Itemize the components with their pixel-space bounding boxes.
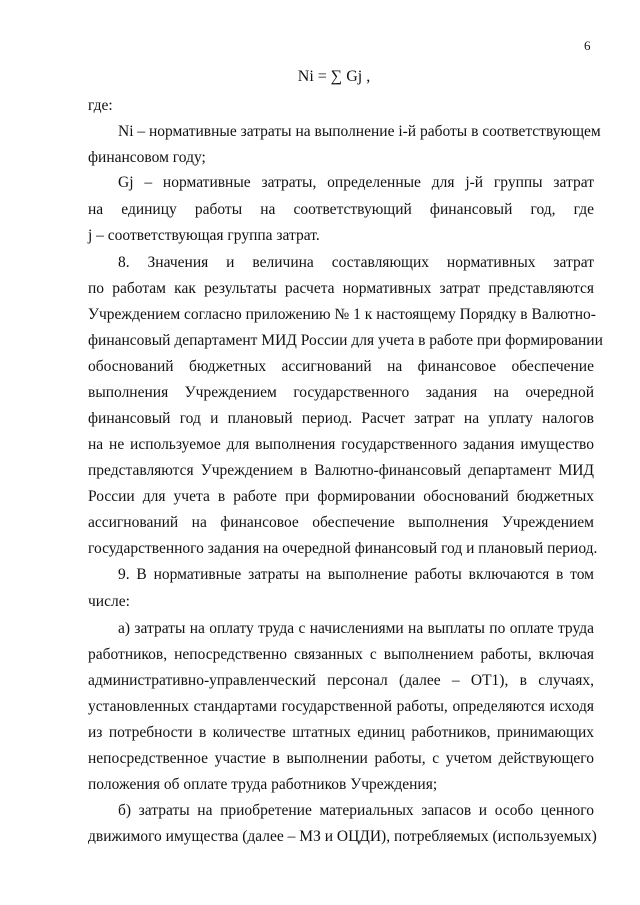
text-line: Ni – нормативные затраты на выполнение i-й работы в соответствующем [118, 123, 601, 140]
text-line: j – соответствующая группа затрат. [88, 227, 320, 244]
text-line: работников, непосредственно связанных с выполнением работы, включая [88, 646, 594, 663]
text-line: где: [88, 97, 113, 114]
text-line: государственного задания на очередной финансовый год и плановый период. [88, 540, 598, 557]
text-line: ассигнований на финансовое обеспечение выполнения Учреждением [88, 514, 594, 531]
text-line: Учреждением согласно приложению № 1 к настоящему Порядку в Валютно- [88, 306, 596, 323]
text-line: б) затраты на приобретение материальных запасов и особо ценного [118, 802, 594, 819]
text-line: а) затраты на оплату труда с начислениями на выплаты по оплате труда [118, 620, 594, 637]
text-line: на единицу работы на соответствующий финансовый год, где [88, 201, 594, 218]
text-line: из потребности в количестве штатных единиц работников, принимающих [88, 724, 594, 741]
text-line: финансовом году; [88, 149, 206, 166]
text-line: России для учета в работе при формировании обоснований бюджетных [88, 488, 594, 505]
text-line: 8. Значения и величина составляющих нормативных затрат [118, 254, 594, 271]
text-line: установленных стандартами государственной работы, определяются исходя [88, 698, 594, 715]
text-line: числе: [88, 593, 130, 610]
page-number: 6 [584, 38, 591, 53]
text-line: выполнения Учреждением государственного задания на очередной [88, 384, 594, 401]
text-line: обоснований бюджетных ассигнований на финансовое обеспечение [88, 358, 594, 375]
text-line: движимого имущества (далее – МЗ и ОЦДИ), потребляемых (используемых) [88, 828, 597, 845]
text-line: административно-управленческий персонал (далее – ОТ1), в случаях, [88, 672, 594, 689]
text-line: финансовый департамент МИД России для учета в работе при формировании [88, 332, 603, 349]
text-line: 9. В нормативные затраты на выполнение работы включаются в том [118, 566, 594, 583]
formula: Ni = ∑ Gj , [297, 68, 371, 85]
text-line: по работам как результаты расчета нормативных затрат представляются [88, 280, 594, 297]
text-line: на не используемое для выполнения государственного задания имущество [88, 436, 594, 453]
text-line: финансовый год и плановый период. Расчет затрат на уплату налогов [88, 410, 594, 427]
text-line: положения об оплате труда работников Учреждения; [88, 776, 438, 793]
text-line: представляются Учреждением в Валютно-финансовый департамент МИД [88, 462, 594, 479]
text-line: непосредственное участие в выполнении работы, с учетом действующего [88, 750, 594, 767]
text-line: Gj – нормативные затраты, определенные для j-й группы затрат [118, 174, 594, 191]
